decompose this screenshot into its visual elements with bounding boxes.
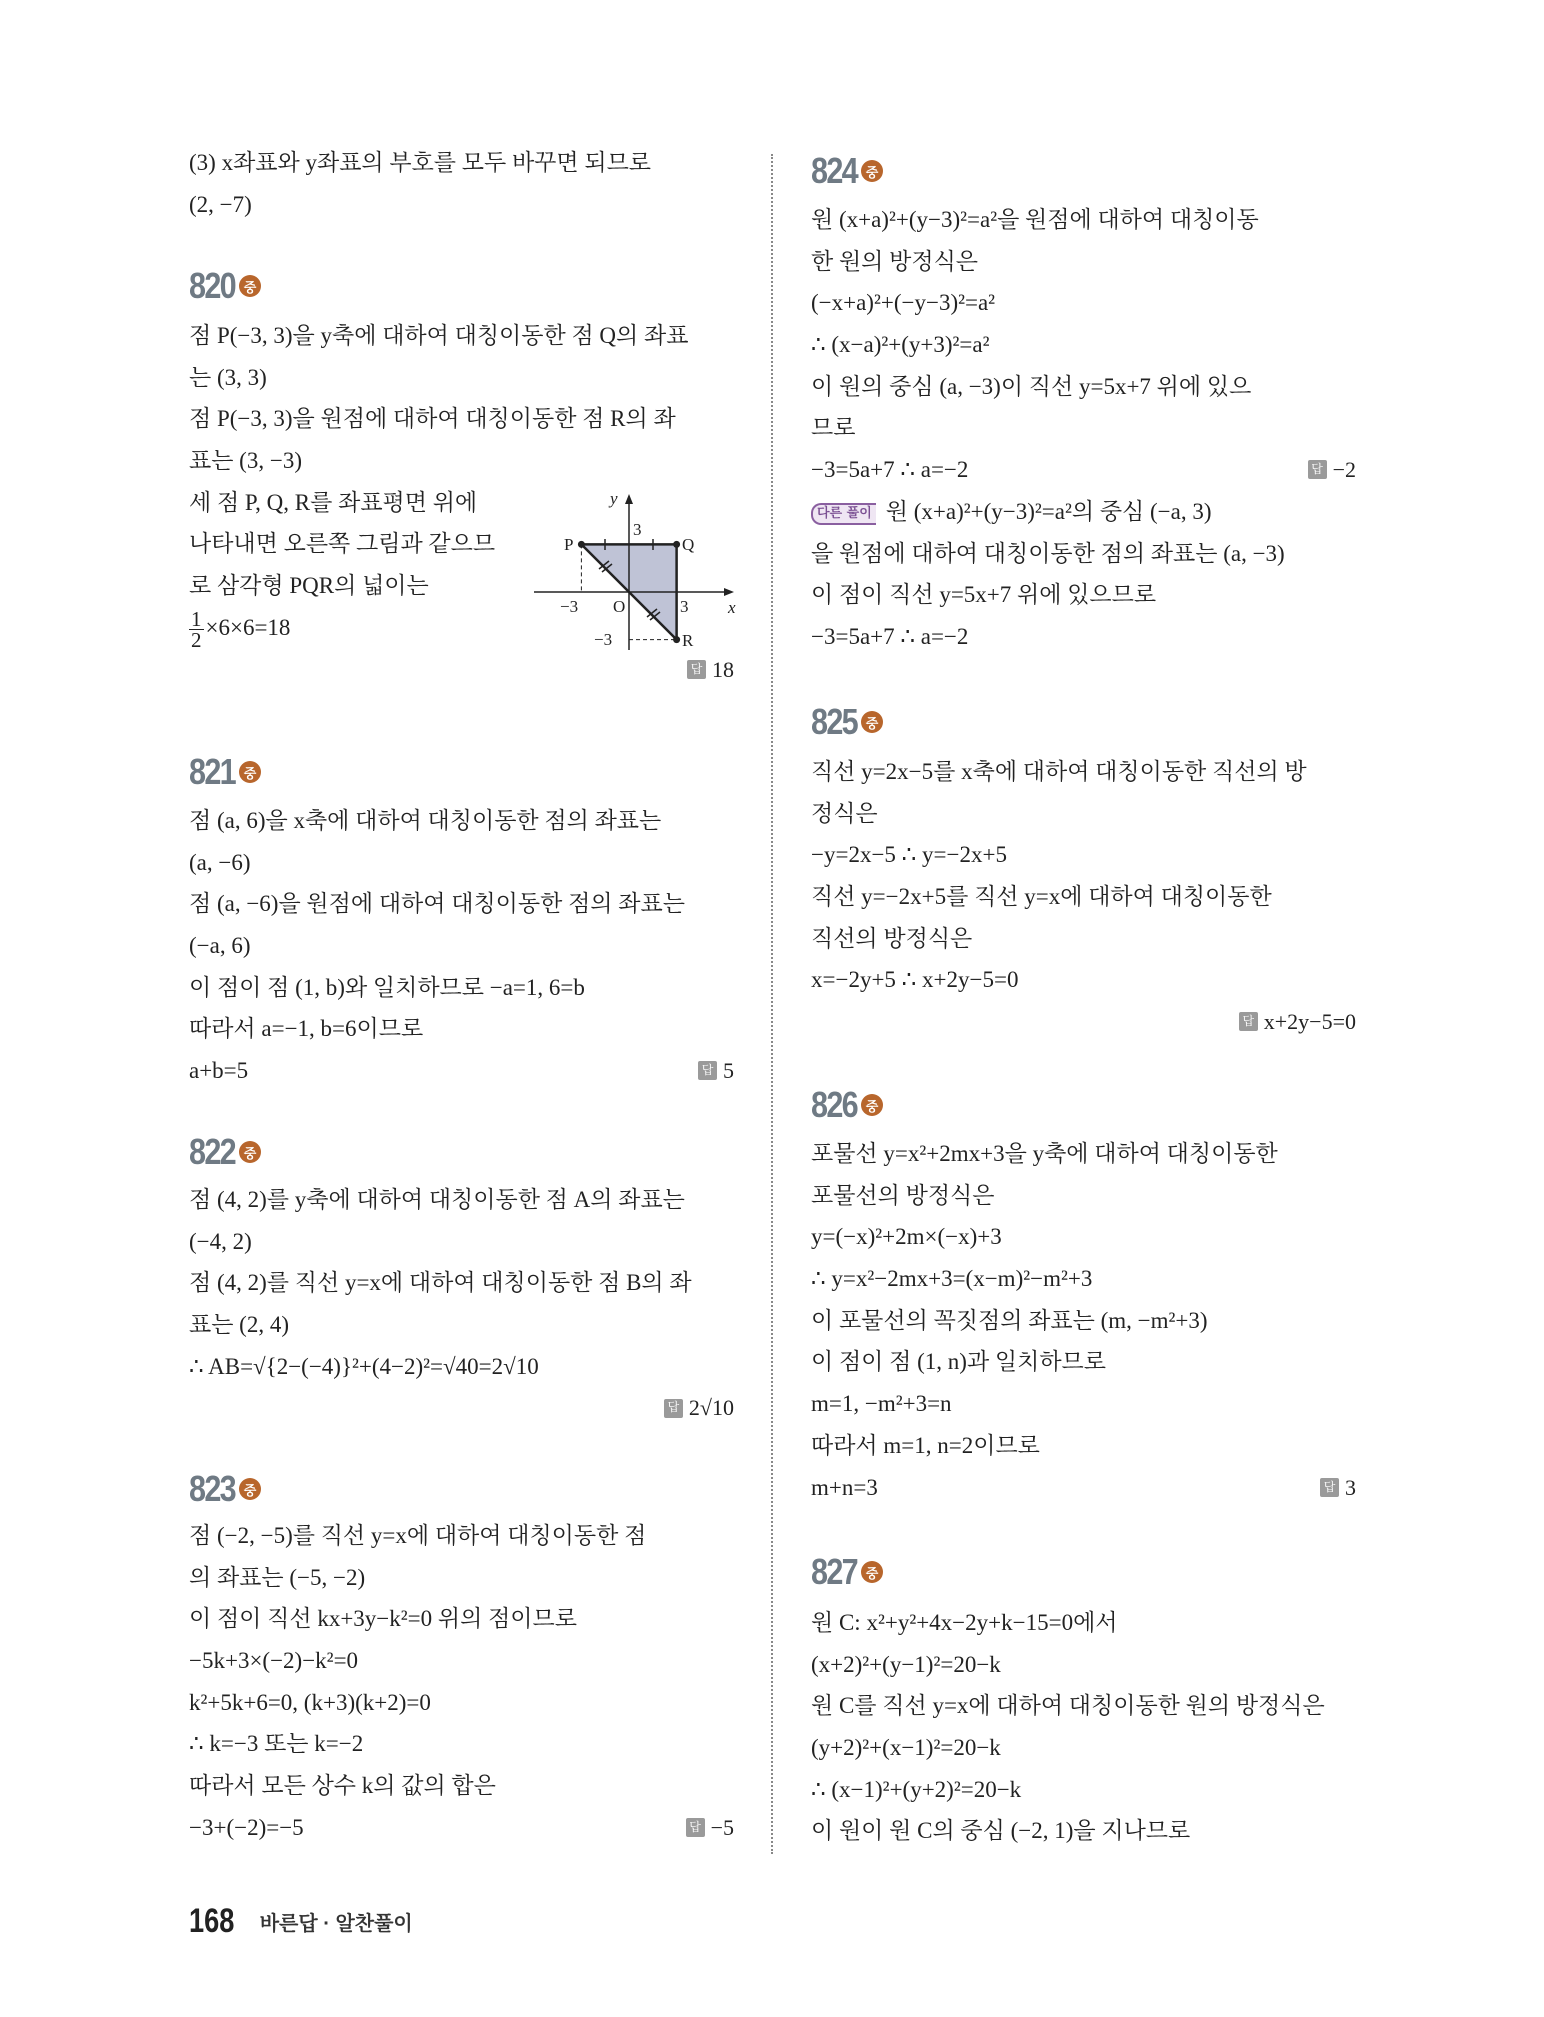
problem-number: 825 xyxy=(811,701,857,742)
line-text: 점 (−2, −5)를 직선 y=x에 대하여 대칭이동한 점 xyxy=(189,1523,647,1548)
problem-body-824 xyxy=(811,199,1356,658)
coordinate-diagram-820 xyxy=(530,490,740,655)
solution-line xyxy=(189,142,734,184)
solution-line xyxy=(811,793,1356,835)
line-text: (x+2)²+(y−1)²=20−k xyxy=(811,1651,1001,1677)
line-text: 따라서 a=−1, b=6이므로 xyxy=(189,1016,424,1042)
solution-line xyxy=(811,1685,1356,1727)
line-text: m=1, −m²+3=n xyxy=(811,1391,952,1417)
line-text: 원 (x+a)²+(y−3)²=a²의 중심 (−a, 3) xyxy=(885,498,1212,524)
solution-line xyxy=(811,449,1356,491)
problem-number: 823 xyxy=(189,1468,235,1509)
line-text: (−x+a)²+(−y−3)²=a² xyxy=(811,290,996,316)
solution-line xyxy=(811,533,1356,575)
answer-value: −5 xyxy=(710,1814,734,1840)
answer-line xyxy=(811,1001,1356,1043)
problem-header-823 xyxy=(189,1469,734,1509)
line-text: −y=2x−5 ∴ y=−2x+5 xyxy=(811,842,1007,868)
solution-line xyxy=(811,1383,1356,1425)
solution-line xyxy=(189,1008,734,1050)
label-q: Q xyxy=(682,535,695,554)
solution-line xyxy=(189,1515,734,1557)
solution-line xyxy=(189,1640,734,1682)
answer-badge-icon: 답 xyxy=(698,1061,717,1080)
solution-line xyxy=(811,574,1356,616)
solution-line xyxy=(189,1598,734,1640)
difficulty-level-icon: 중 xyxy=(861,1094,883,1116)
solution-line xyxy=(189,1179,734,1221)
line-text: 이 점이 직선 y=5x+7 위에 있으므로 xyxy=(811,582,1157,608)
line-text: 는 (3, 3) xyxy=(189,364,267,390)
problem-header-825 xyxy=(811,702,1356,742)
line-text: 점 (a, 6)을 x축에 대하여 대칭이동한 점의 좌표는 xyxy=(189,808,662,833)
problem-body-826 xyxy=(811,1133,1356,1508)
solution-line xyxy=(811,1727,1356,1769)
line-text: (−a, 6) xyxy=(189,933,251,959)
solution-line xyxy=(189,315,734,357)
answer-badge-icon: 답 xyxy=(1308,460,1327,479)
line-text: (3) x좌표와 y좌표의 부호를 모두 바꾸면 되므로 xyxy=(189,150,652,175)
solution-line xyxy=(811,959,1356,1001)
solution-line xyxy=(811,1341,1356,1383)
answer-value: x+2y−5=0 xyxy=(1263,1009,1356,1035)
answer[interactable] xyxy=(686,1807,734,1849)
line-text: ∴ AB=√{2−(−4)}²+(4−2)²=√40=2√10 xyxy=(189,1353,539,1379)
line-text: y=(−x)²+2m×(−x)+3 xyxy=(811,1224,1002,1250)
line-text: 표는 (2, 4) xyxy=(189,1312,290,1338)
solution-line xyxy=(811,1467,1356,1509)
line-text: 을 원점에 대하여 대칭이동한 점의 좌표는 (a, −3) xyxy=(811,540,1285,566)
line-text: 나타내면 오른쪽 그림과 같으므 xyxy=(189,531,496,557)
answer[interactable] xyxy=(698,1050,734,1092)
problem-header-822 xyxy=(189,1132,734,1172)
column-divider xyxy=(771,154,773,1854)
other-solution-badge: 다른 풀이 xyxy=(811,503,876,525)
solution-line xyxy=(811,1425,1356,1467)
numerator: 1 xyxy=(191,607,202,632)
problem-number: 822 xyxy=(189,1131,235,1172)
difficulty-level-icon: 중 xyxy=(239,1141,261,1163)
solution-line xyxy=(811,491,1356,533)
problem-header-820 xyxy=(189,266,734,306)
solution-line xyxy=(189,1682,734,1724)
line-text: 원 C를 직선 y=x에 대하여 대칭이동한 원의 방정식은 xyxy=(811,1693,1325,1719)
solution-line xyxy=(811,1769,1356,1811)
difficulty-level-icon: 중 xyxy=(861,1561,883,1583)
answer-value: 18 xyxy=(712,656,734,682)
solution-line xyxy=(189,1262,734,1304)
answer-line xyxy=(189,1387,734,1429)
solution-line xyxy=(189,1807,734,1849)
line-text: 정식은 xyxy=(811,800,878,826)
answer-badge-icon: 답 xyxy=(1320,1478,1339,1497)
problem-body-pre xyxy=(189,142,734,225)
solution-line xyxy=(811,834,1356,876)
difficulty-level-icon: 중 xyxy=(239,761,261,783)
answer-badge-icon: 답 xyxy=(664,1399,683,1418)
solution-line xyxy=(811,282,1356,324)
line-text: ∴ y=x²−2mx+3=(x−m)²−m²+3 xyxy=(811,1266,1093,1292)
answer-badge-icon: 답 xyxy=(687,660,706,679)
solution-line xyxy=(811,324,1356,366)
difficulty-level-icon: 중 xyxy=(239,1478,261,1500)
solution-line xyxy=(811,1810,1356,1852)
solution-line xyxy=(811,1133,1356,1175)
solution-line xyxy=(189,398,734,440)
problem-number: 824 xyxy=(811,150,857,191)
solution-line xyxy=(189,1346,734,1388)
x-axis-label: x xyxy=(728,598,736,617)
line-text: 이 포물선의 꼭짓점의 좌표는 (m, −m²+3) xyxy=(811,1307,1208,1333)
line-text: a+b=5 xyxy=(189,1058,249,1084)
answer[interactable] xyxy=(1239,1001,1356,1043)
problem-number: 820 xyxy=(189,265,235,306)
solution-line xyxy=(189,883,734,925)
answer-badge-icon: 답 xyxy=(686,1818,705,1837)
line-text: (2, −7) xyxy=(189,191,252,217)
line-text: ∴ (x−a)²+(y+3)²=a² xyxy=(811,332,990,358)
problem-body-821 xyxy=(189,800,734,1092)
y-axis-arrow-icon xyxy=(625,494,633,504)
line-text: 이 점이 점 (1, b)와 일치하므로 −a=1, 6=b xyxy=(189,974,585,1000)
answer-badge-icon: 답 xyxy=(1239,1012,1258,1031)
solution-line xyxy=(189,1050,734,1092)
line-text: (a, −6) xyxy=(189,849,251,875)
solution-line xyxy=(189,925,734,967)
line-text: ∴ (x−1)²+(y+2)²=20−k xyxy=(811,1776,1022,1802)
point-r xyxy=(673,636,680,643)
difficulty-level-icon: 중 xyxy=(239,275,261,297)
solution-line xyxy=(189,1304,734,1346)
solution-line xyxy=(189,800,734,842)
solution-line xyxy=(811,1258,1356,1300)
line-text: 따라서 모든 상수 k의 값의 합은 xyxy=(189,1773,496,1799)
solution-line xyxy=(811,1602,1356,1644)
solution-line xyxy=(811,751,1356,793)
line-text: 의 좌표는 (−5, −2) xyxy=(189,1564,366,1590)
problem-header-824 xyxy=(811,151,1356,191)
problem-number: 827 xyxy=(811,1551,857,1592)
solution-line xyxy=(811,199,1356,241)
solution-line xyxy=(811,616,1356,658)
solution-line xyxy=(811,918,1356,960)
line-text: 원 C: x²+y²+4x−2y+k−15=0에서 xyxy=(811,1610,1118,1635)
page-number: 168 xyxy=(189,1902,235,1940)
line-text: 로 삼각형 PQR의 넓이는 xyxy=(189,573,429,599)
line-text: (y+2)²+(x−1)²=20−k xyxy=(811,1735,1001,1761)
line-text: ∴ k=−3 또는 k=−2 xyxy=(189,1731,364,1757)
problem-body-825 xyxy=(811,751,1356,1043)
solution-line xyxy=(189,1557,734,1599)
label-p: P xyxy=(564,535,574,554)
answer[interactable] xyxy=(1320,1467,1356,1509)
solution-line xyxy=(189,967,734,1009)
label-r: R xyxy=(682,631,694,650)
solution-line xyxy=(811,407,1356,449)
problem-header-826 xyxy=(811,1085,1356,1125)
line-text: 따라서 m=1, n=2이므로 xyxy=(811,1432,1040,1458)
answer[interactable] xyxy=(1308,449,1356,491)
answer-value: −2 xyxy=(1332,457,1356,483)
line-text: −3+(−2)=−5 xyxy=(189,1814,304,1840)
answer-value: 3 xyxy=(1345,1474,1356,1500)
solution-line xyxy=(189,1723,734,1765)
difficulty-level-icon: 중 xyxy=(861,160,883,182)
page-footer xyxy=(189,1902,413,1941)
solution-line xyxy=(189,1765,734,1807)
solution-line xyxy=(811,1175,1356,1217)
line-text: 점 P(−3, 3)을 y축에 대하여 대칭이동한 점 Q의 좌표 xyxy=(189,323,689,348)
line-text: x=−2y+5 ∴ x+2y−5=0 xyxy=(811,967,1019,993)
solution-line xyxy=(811,241,1356,283)
line-text: 이 점이 점 (1, n)과 일치하므로 xyxy=(811,1349,1106,1375)
line-text: 직선 y=−2x+5를 직선 y=x에 대하여 대칭이동한 xyxy=(811,884,1272,910)
x-axis-arrow-icon xyxy=(724,588,734,596)
solution-line xyxy=(811,876,1356,918)
y-axis-label: y xyxy=(610,490,618,508)
solution-line xyxy=(811,1644,1356,1686)
solution-line xyxy=(811,1216,1356,1258)
line-text: 점 (4, 2)를 직선 y=x에 대하여 대칭이동한 점 B의 좌 xyxy=(189,1270,692,1296)
line-text: 이 원이 원 C의 중심 (−2, 1)을 지나므로 xyxy=(811,1818,1191,1844)
line-text: (−4, 2) xyxy=(189,1228,252,1254)
point-p xyxy=(578,541,585,548)
solution-line xyxy=(189,184,734,226)
problem-number: 821 xyxy=(189,751,235,792)
line-text: 직선의 방정식은 xyxy=(811,925,973,951)
line-text: k²+5k+6=0, (k+3)(k+2)=0 xyxy=(189,1689,431,1715)
line-text: −3=5a+7 ∴ a=−2 xyxy=(811,457,969,483)
denominator: 2 xyxy=(191,628,202,653)
origin-label: O xyxy=(613,597,626,616)
solution-line xyxy=(189,440,734,482)
line-text: 표는 (3, −3) xyxy=(189,448,302,474)
problem-body-827 xyxy=(811,1602,1356,1852)
line-text: 직선 y=2x−5를 x축에 대하여 대칭이동한 직선의 방 xyxy=(811,759,1307,784)
line-text: m+n=3 xyxy=(811,1474,878,1500)
line-text: 점 P(−3, 3)을 원점에 대하여 대칭이동한 점 R의 좌 xyxy=(189,406,676,432)
problem-header-827 xyxy=(811,1552,1356,1592)
answer-value: 5 xyxy=(723,1058,734,1084)
problem-number: 826 xyxy=(811,1084,857,1125)
line-text: 므로 xyxy=(811,415,856,441)
problem-body-822 xyxy=(189,1179,734,1429)
tick-label-y-neg3: −3 xyxy=(594,630,613,649)
difficulty-level-icon: 중 xyxy=(861,711,883,733)
problem-header-821 xyxy=(189,752,734,792)
tick-label-y3: 3 xyxy=(633,520,642,539)
book-title: 바른답 · 알찬풀이 xyxy=(259,1913,413,1935)
solution-line xyxy=(811,366,1356,408)
line-text: 점 (a, −6)을 원점에 대하여 대칭이동한 점의 좌표는 xyxy=(189,891,685,917)
solution-line xyxy=(189,357,734,399)
line-text: ×6×6=18 xyxy=(205,614,291,640)
line-text: 점 (4, 2)를 y축에 대하여 대칭이동한 점 A의 좌표는 xyxy=(189,1187,685,1212)
line-text: 이 원의 중심 (a, −3)이 직선 y=5x+7 위에 있으 xyxy=(811,373,1252,399)
line-text: 세 점 P, Q, R를 좌표평면 위에 xyxy=(189,489,478,515)
line-text: 한 원의 방정식은 xyxy=(811,248,979,274)
answer-value: 2√10 xyxy=(688,1395,734,1421)
answer[interactable] xyxy=(664,1387,734,1429)
line-text: 원 (x+a)²+(y−3)²=a²을 원점에 대하여 대칭이동 xyxy=(811,207,1259,232)
point-q xyxy=(673,541,680,548)
tick-label-x-neg3: −3 xyxy=(560,597,579,616)
line-text: −3=5a+7 ∴ a=−2 xyxy=(811,623,969,649)
line-text: 포물선 y=x²+2mx+3을 y축에 대하여 대칭이동한 xyxy=(811,1141,1278,1166)
solution-line xyxy=(189,1221,734,1263)
problem-body-823 xyxy=(189,1515,734,1849)
line-text: −5k+3×(−2)−k²=0 xyxy=(189,1648,359,1674)
solution-line xyxy=(811,1300,1356,1342)
fraction xyxy=(189,607,204,653)
solution-line xyxy=(189,842,734,884)
line-text: 이 점이 직선 kx+3y−k²=0 위의 점이므로 xyxy=(189,1606,577,1632)
tick-label-x3: 3 xyxy=(680,597,689,616)
line-text: 포물선의 방정식은 xyxy=(811,1182,995,1208)
